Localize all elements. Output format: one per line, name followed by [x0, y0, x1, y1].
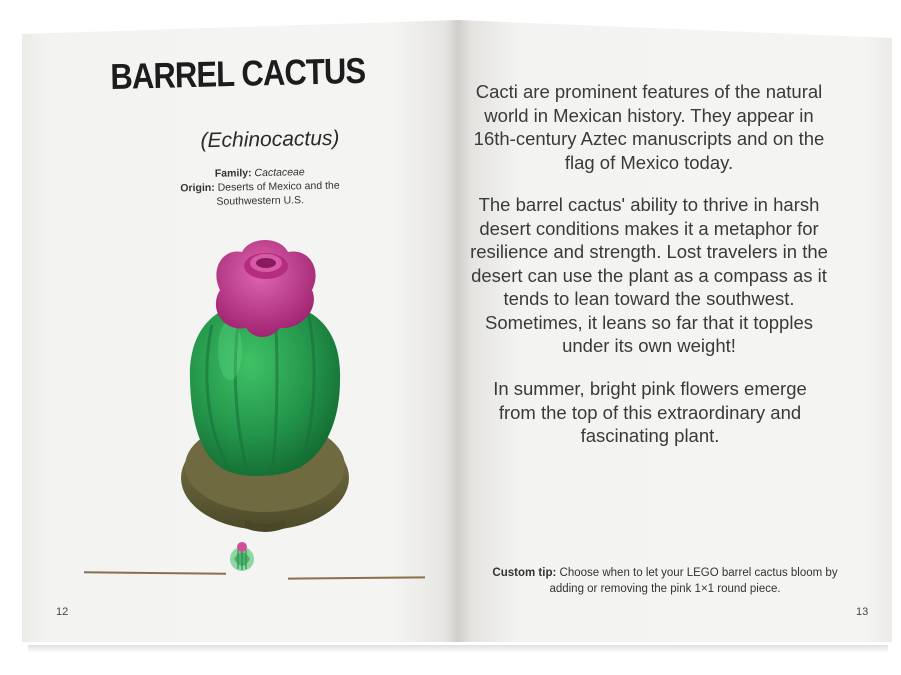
- family-label: Family:: [214, 167, 252, 180]
- origin-label: Origin:: [180, 181, 215, 195]
- paragraph-3: In summer, bright pink flowers emerge from the top of this extraordinary and fascinating plant.: [493, 378, 807, 446]
- page-shadow: [28, 645, 888, 653]
- page-number-right: 13: [856, 606, 869, 618]
- paragraph-1: Cacti are prominent features of the natural world in Mexican history. They appear in 16th-century Aztec manuscripts and on the flag of Mexico today.: [473, 81, 825, 173]
- custom-tip: [490, 566, 840, 597]
- plant-meta: [160, 164, 361, 209]
- origin-line: [160, 178, 360, 209]
- page-number-left: 12: [56, 606, 69, 618]
- tip-text: Choose when to let your LEGO barrel cactus bloom by adding or removing the pink 1×1 round piece.: [549, 567, 838, 595]
- paragraph-2: The barrel cactus' ability to thrive in harsh desert conditions makes it a metaphor for resilience and strength. Lost travelers in the desert can use the plant as a compass as it tends to lean toward the southwest. Sometimes, it leans so far that it topples under its own weight!: [470, 194, 828, 356]
- tip-label: Custom tip:: [492, 567, 557, 579]
- family-value: Cactaceae: [254, 166, 305, 180]
- origin-value: Deserts of Mexico and the Southwestern U.S.: [216, 179, 340, 208]
- page-title: BARREL CACTUS: [110, 49, 366, 97]
- scientific-name: (Echinocactus): [200, 126, 340, 153]
- lego-barrel-cactus-image: [150, 230, 390, 560]
- cactus-badge-icon: [225, 539, 259, 573]
